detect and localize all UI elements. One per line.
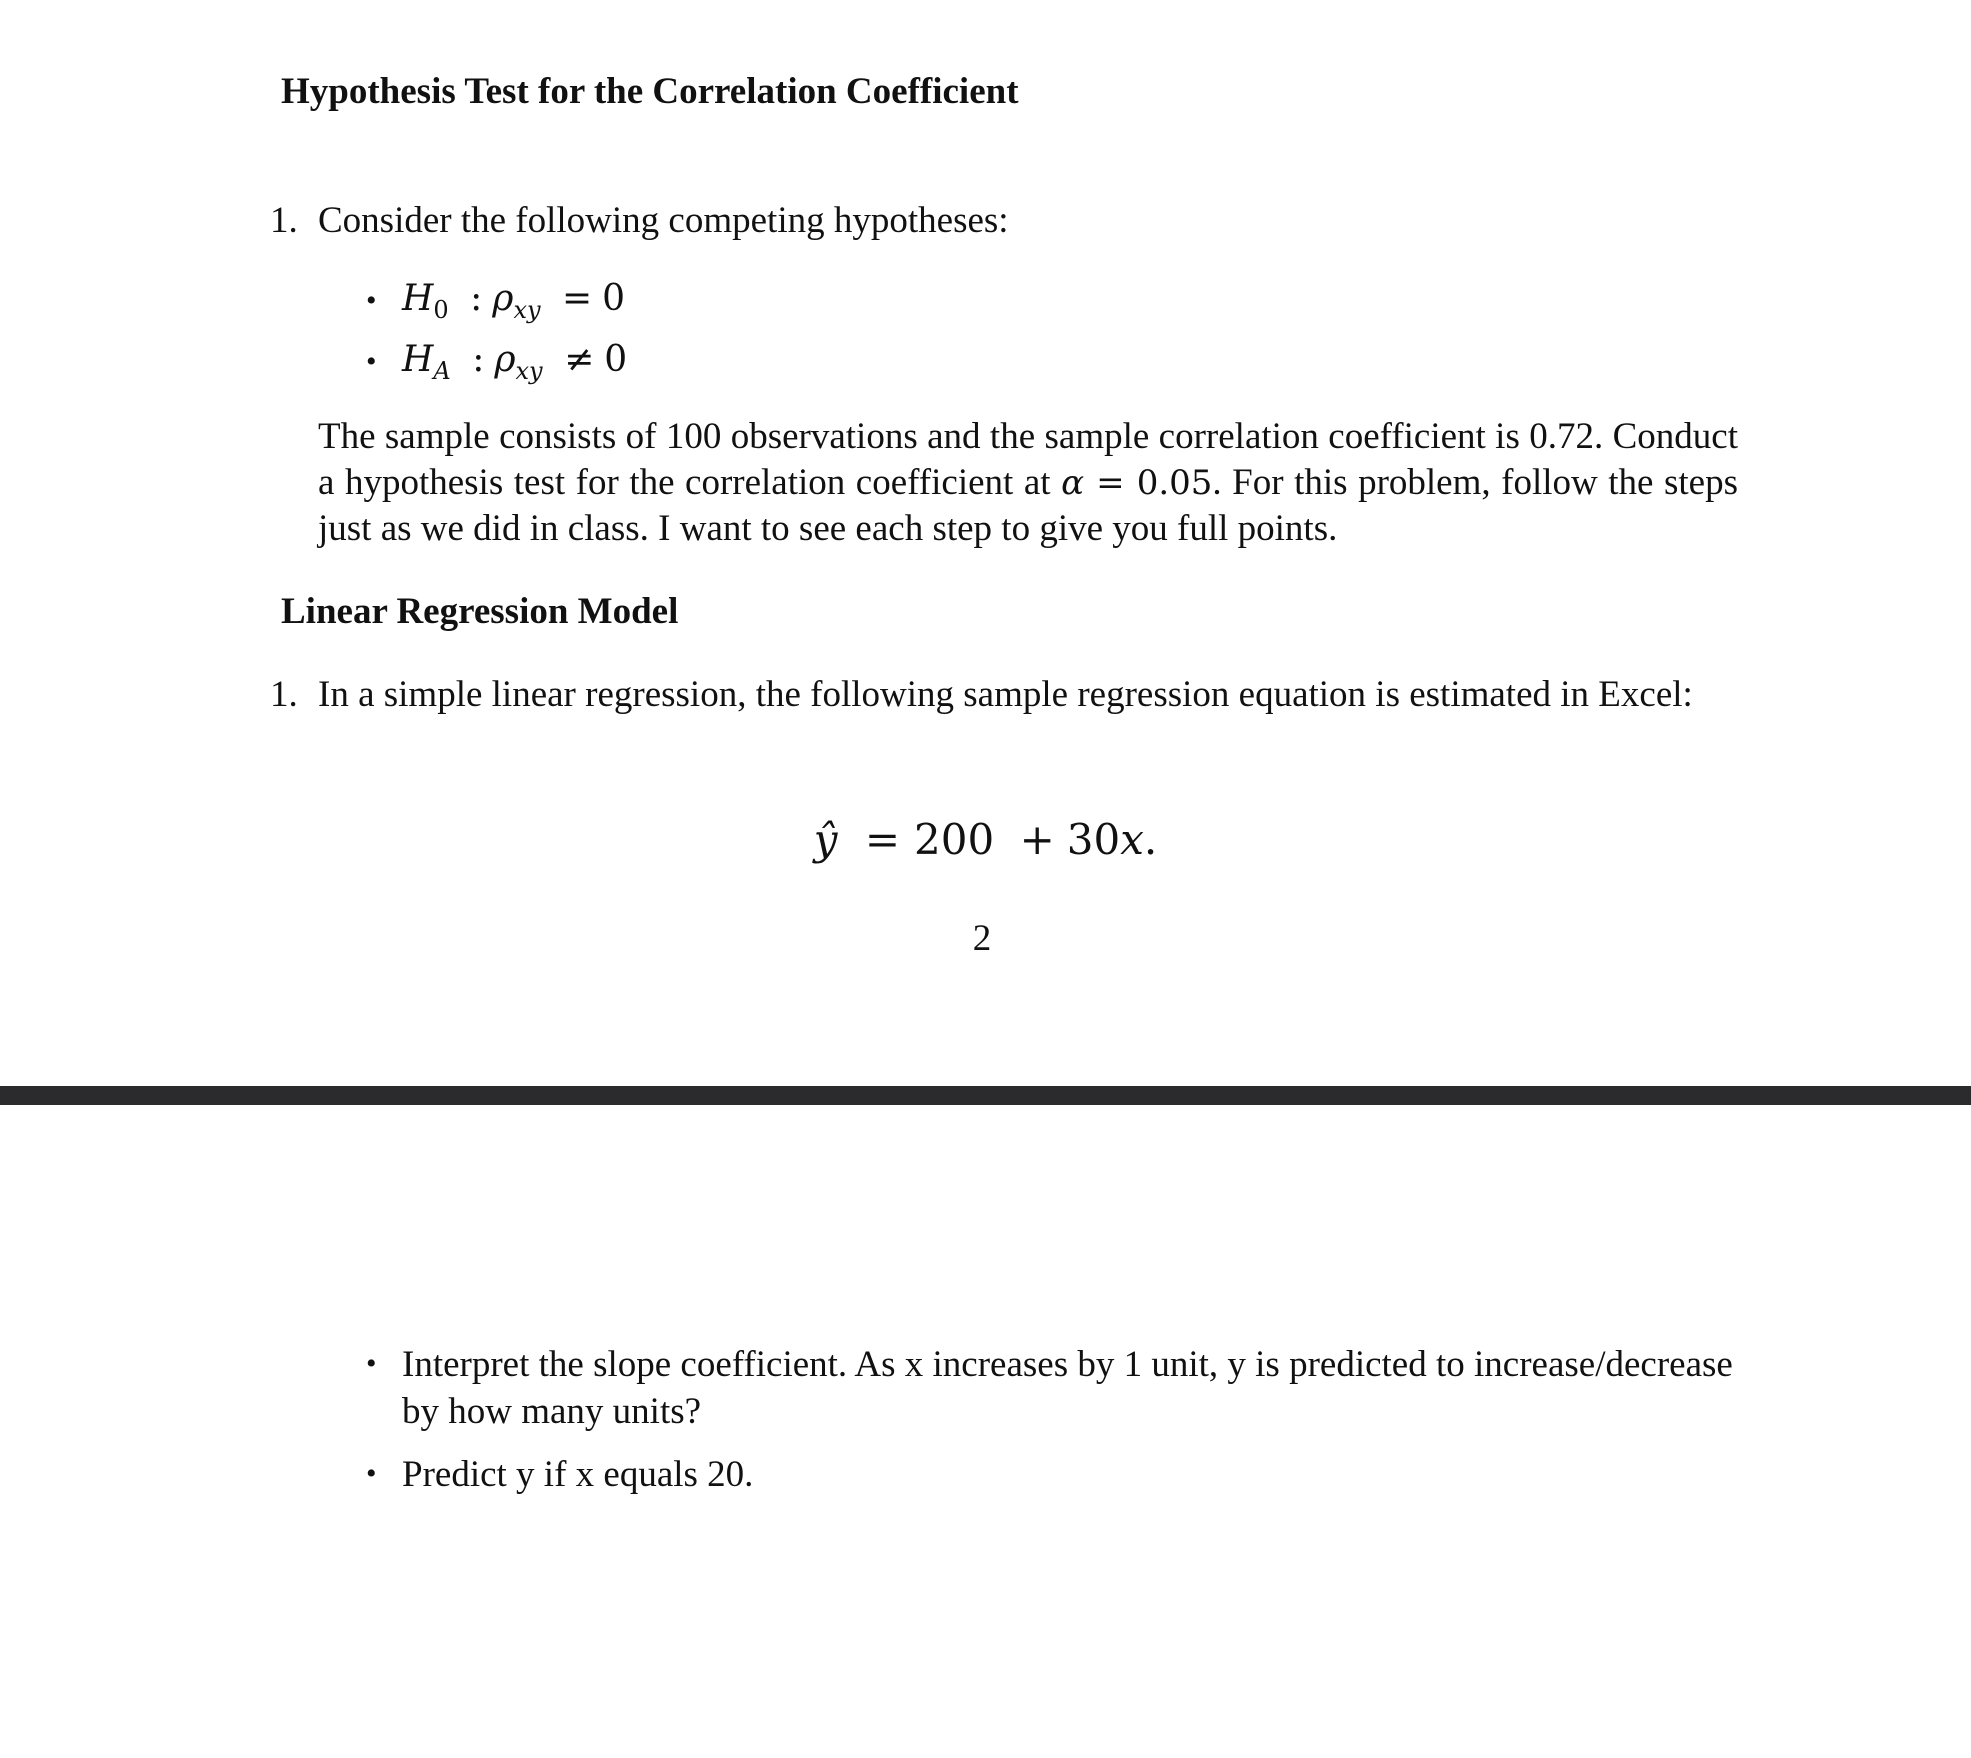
x-variable: x: [1120, 815, 1144, 864]
equation-period: .: [1143, 815, 1158, 864]
slope-interpretation-question: Interpret the slope coefficient. As x increases by 1 unit, y is predicted to increase/decrease by how many units?: [402, 1344, 1733, 1432]
null-value: 0: [602, 278, 626, 319]
alternative-value: 0: [604, 339, 628, 380]
slope-coefficient: 30: [1066, 815, 1121, 864]
paragraph-text-2: . For this problem, follow the steps just as we did in class. I want to see each step to give you full points.: [318, 462, 1738, 549]
h-subscript: 0: [433, 296, 449, 324]
colon: :: [470, 278, 483, 319]
rho-symbol: ρ: [492, 278, 514, 319]
plus-sign: +: [1019, 815, 1055, 864]
bullet-glyph: •: [366, 345, 377, 378]
alternative-hypothesis: [402, 337, 627, 383]
section-heading-linear-regression: Linear Regression Model: [281, 591, 679, 632]
paragraph-text-1: The sample consists of 100 observations and the sample correlation coefficient is 0.72. Conduct a hypothesis test for the correlation coefficient at: [318, 416, 1738, 503]
not-equal-sign: ≠: [564, 339, 595, 380]
colon: :: [472, 339, 485, 380]
null-hypothesis: [402, 276, 625, 322]
intercept: 200: [914, 815, 995, 864]
document-page-2: [0, 1105, 1971, 1758]
equals-sign: =: [562, 278, 593, 319]
question-intro: Consider the following competing hypotheses:: [318, 200, 1009, 241]
page-separator: [0, 1086, 1971, 1105]
page-number: 2: [972, 918, 992, 959]
regression-equation: [0, 812, 1971, 868]
list-number: 1.: [270, 200, 298, 241]
rho-subscript: xy: [515, 357, 543, 385]
bullet-glyph: •: [366, 1457, 377, 1490]
y-hat: ŷ: [813, 815, 838, 864]
equals-sign: =: [864, 815, 901, 864]
bullet-glyph: •: [366, 284, 377, 317]
rho-subscript: xy: [513, 296, 541, 324]
rho-symbol: ρ: [494, 339, 516, 380]
section-heading-hypothesis-test: Hypothesis Test for the Correlation Coefficient: [281, 71, 1019, 112]
alpha-value: 0.05: [1136, 463, 1213, 503]
alpha-symbol: α: [1061, 463, 1085, 503]
regression-question: In a simple linear regression, the following sample regression equation is estimated in Excel:: [318, 674, 1693, 715]
prediction-question: Predict y if x equals 20.: [402, 1454, 754, 1495]
h-letter: H: [402, 339, 434, 380]
bullet-glyph: •: [366, 1347, 377, 1380]
problem-paragraph: [318, 414, 1738, 552]
list-number: 1.: [270, 674, 298, 715]
h-letter: H: [402, 278, 434, 319]
h-subscript: A: [433, 357, 451, 385]
alpha-equals: =: [1084, 463, 1137, 503]
